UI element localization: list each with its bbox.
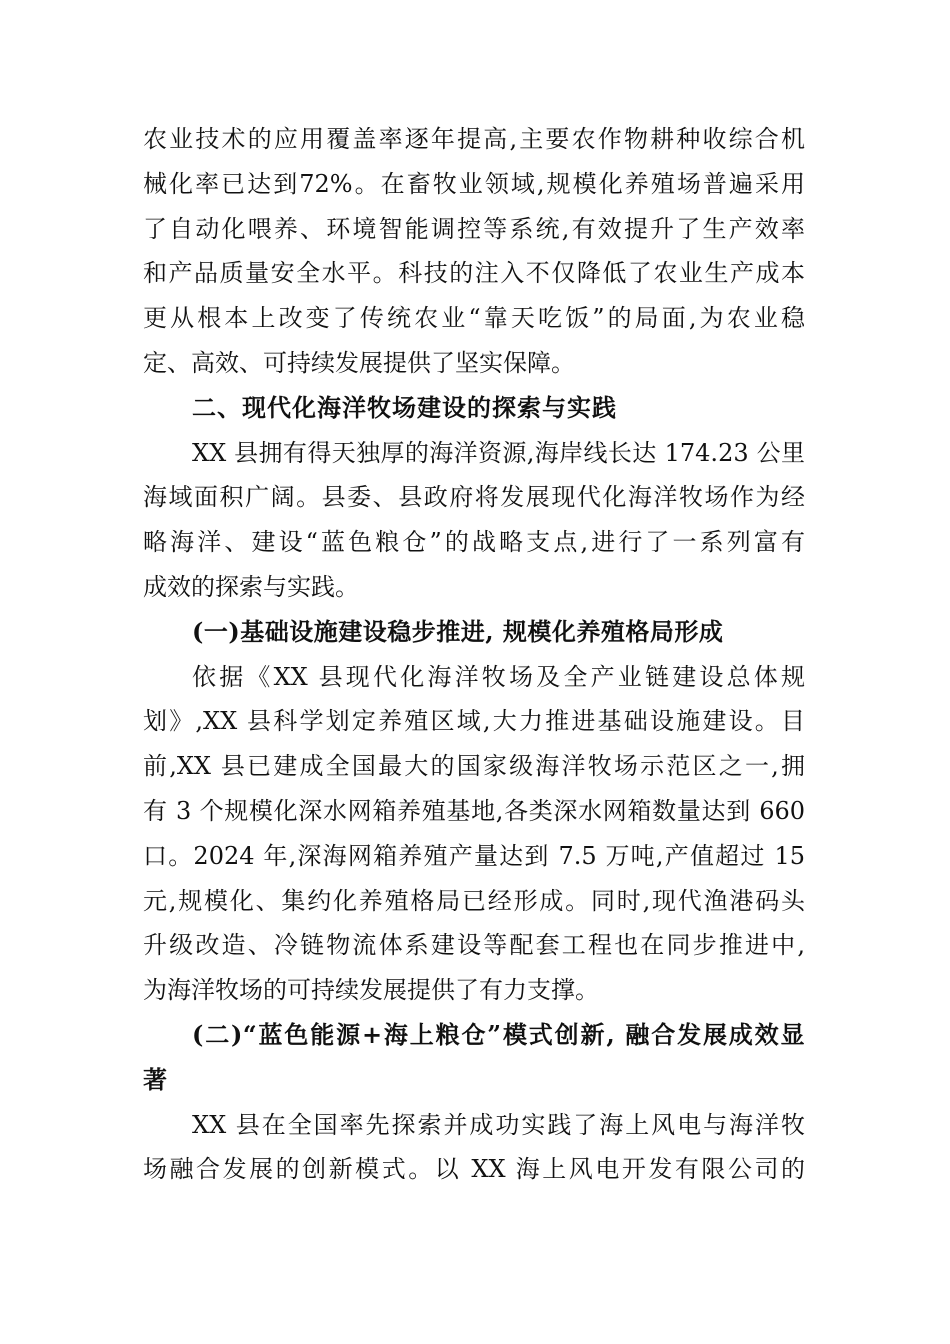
subsection-heading-1: (一)基础设施建设稳步推进, 规模化养殖格局形成 <box>192 616 724 646</box>
paragraph-line: XX 县在全国率先探索并成功实践了海上风电与海洋牧 <box>192 1110 805 1139</box>
paragraph-line: 海域面积广阔。县委、县政府将发展现代化海洋牧场作为经 <box>143 483 805 512</box>
paragraph-line: 有 3 个规模化深水网箱养殖基地,各类深水网箱数量达到 660 <box>143 796 805 825</box>
subsection-heading-line: 著 <box>143 1064 168 1094</box>
paragraph-line: 械化率已达到72%。在畜牧业领域,规模化养殖场普遍采用 <box>143 169 805 198</box>
paragraph-line: XX 县拥有得天独厚的海洋资源,海岸线长达 174.23 公里 <box>192 438 805 467</box>
paragraph-line: 农业技术的应用覆盖率逐年提高,主要农作物耕种收综合机 <box>143 125 805 153</box>
paragraph-line: 定、高效、可持续发展提供了坚实保障。 <box>143 348 575 377</box>
paragraph-line: 升级改造、冷链物流体系建设等配套工程也在同步推进中, <box>143 931 805 960</box>
paragraph-line: 和产品质量安全水平。科技的注入不仅降低了农业生产成本 <box>143 259 805 288</box>
paragraph-line: 略海洋、建设“蓝色粮仓”的战略支点,进行了一系列富有 <box>143 528 805 557</box>
paragraph-line: 依据《XX 县现代化海洋牧场及全产业链建设总体规 <box>192 662 805 691</box>
paragraph-ocean-resources <box>143 431 805 610</box>
paragraph-line: 前,XX 县已建成全国最大的国家级海洋牧场示范区之一,拥 <box>143 752 805 781</box>
paragraph-line: 了自动化喂养、环境智能调控等系统,有效提升了生产效率 <box>143 214 805 243</box>
paragraph-line: 场融合发展的创新模式。以 XX 海上风电开发有限公司的 <box>143 1155 805 1184</box>
paragraph-line: 更从根本上改变了传统农业“靠天吃饭”的局面,为农业稳 <box>143 304 805 333</box>
document-page <box>143 117 805 1192</box>
subsection-heading-line: (二)“蓝色能源+海上粮仓”模式创新, 融合发展成效显 <box>192 1019 805 1049</box>
paragraph-wind-power <box>143 1103 805 1193</box>
subsection-heading-2 <box>143 1013 805 1103</box>
paragraph-line: 元,规模化、集约化养殖格局已经形成。同时,现代渔港码头 <box>143 886 805 915</box>
section-heading: 二、现代化海洋牧场建设的探索与实践 <box>192 393 617 422</box>
paragraph-line: 口。2024 年,深海网箱养殖产量达到 7.5 万吨,产值超过 15 <box>143 841 805 870</box>
paragraph-line: 成效的探索与实践。 <box>143 572 359 601</box>
paragraph-infrastructure <box>143 655 805 1013</box>
paragraph-line: 划》,XX 县科学划定养殖区域,大力推进基础设施建设。目 <box>143 707 805 736</box>
paragraph-line: 为海洋牧场的可持续发展提供了有力支撑。 <box>143 976 599 1005</box>
paragraph-agri-tech <box>143 117 805 386</box>
